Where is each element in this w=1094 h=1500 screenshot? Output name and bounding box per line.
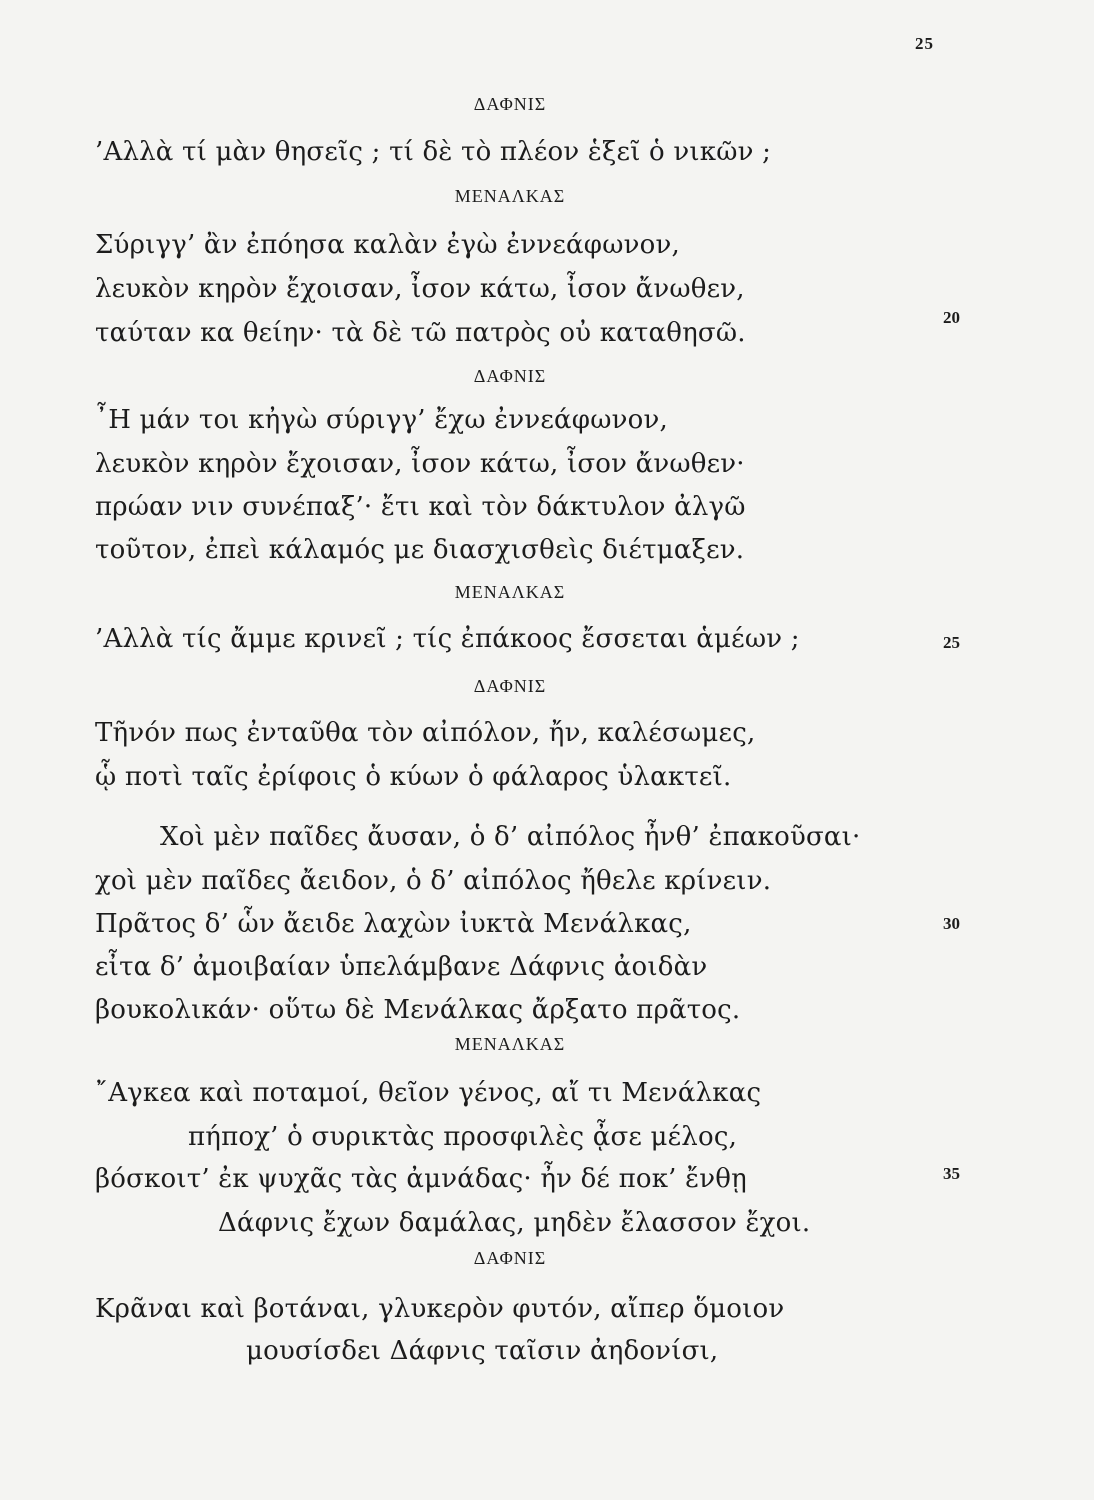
verse-line: λευκὸν κηρὸν ἔχοισαν, ἶσον κάτω, ἶσον ἄνωθεν· [95,449,745,479]
verse-line: Πρᾶτος δ’ ὧν ἄειδε λαχὼν ἰυκτὰ Μενάλκας, [95,909,692,939]
speaker-label: ΔΑΦΝΙΣ [473,366,547,386]
verse-line: βουκολικάν· οὕτω δὲ Μενάλκας ἄρξατο πρᾶτος. [95,995,741,1025]
verse-line: Κρᾶναι καὶ βοτάναι, γλυκερὸν φυτόν, αἴπερ ὅμοιον [95,1294,785,1324]
verse-line: χοὶ μὲν παῖδες ἄειδον, ὁ δ’ αἰπόλος ἤθελε κρίνειν. [95,866,772,896]
verse-line: ῏Η μάν τοι κἠγὼ σύριγγ’ ἔχω ἐννεάφωνον, [95,405,668,435]
verse-line: Δάφνις ἔχων δαμάλας, μηδὲν ἔλασσον ἔχοι. [218,1208,811,1238]
verse-line: μουσίσδει Δάφνις ταῖσιν ἀηδονίσι, [246,1336,719,1366]
verse-line: ’Αλλὰ τίς ἄμμε κρινεῖ ; τίς ἐπάκοος ἔσσεται ἁμέων ; [95,624,800,654]
speaker-label: ΜΕΝΑΛΚΑΣ [454,582,566,602]
speaker-label: ΔΑΦΝΙΣ [473,94,547,114]
verse-line: ᾧ ποτὶ ταῖς ἐρίφοις ὁ κύων ὁ φάλαρος ὑλακτεῖ. [95,762,732,792]
line-number: 35 [943,1164,960,1183]
line-number: 25 [943,633,960,652]
line-number: 20 [943,308,960,327]
verse-line: ῎Αγκεα καὶ ποταμοί, θεῖον γένος, αἴ τι Μενάλκας [95,1078,762,1108]
speaker-label: ΔΑΦΝΙΣ [473,1248,547,1268]
verse-line: Τῆνόν πως ἐνταῦθα τὸν αἰπόλον, ἤν, καλέσωμες, [95,718,756,748]
verse-line: πρώαν νιν συνέπαξ’· ἔτι καὶ τὸν δάκτυλον ἀλγῶ [95,492,746,522]
verse-line: εἶτα δ’ ἀμοιβαίαν ὑπελάμβανε Δάφνις ἀοιδὰν [95,952,708,982]
verse-line: τοῦτον, ἐπεὶ κάλαμός με διασχισθεὶς διέτμαξεν. [95,535,745,565]
verse-line: Σύριγγ’ ἂν ἐπόησα καλὰν ἐγὼ ἐννεάφωνον, [95,230,680,260]
verse-line: βόσκοιτ’ ἐκ ψυχᾶς τὰς ἀμνάδας· ἦν δέ ποκ’ ἔνθῃ [95,1164,747,1194]
speaker-label: ΜΕΝΑΛΚΑΣ [454,1034,566,1054]
page-number: 25 [915,34,934,53]
speaker-label: ΔΑΦΝΙΣ [473,676,547,696]
verse-line: πήποχ’ ὁ συρικτὰς προσφιλὲς ᾆσε μέλος, [188,1122,738,1152]
verse-line: λευκὸν κηρὸν ἔχοισαν, ἶσον κάτω, ἶσον ἄνωθεν, [95,274,745,304]
verse-line: Χοὶ μὲν παῖδες ἄυσαν, ὁ δ’ αἰπόλος ἦνθ’ ἐπακοῦσαι· [160,822,861,852]
line-number: 30 [943,914,960,933]
verse-line: ταύταν κα θείην· τὰ δὲ τῶ πατρὸς οὐ καταθησῶ. [95,318,746,348]
verse-line: ’Αλλὰ τί μὰν θησεῖς ; τί δὲ τὸ πλέον ἑξεῖ ὁ νικῶν ; [95,137,772,167]
speaker-label: ΜΕΝΑΛΚΑΣ [454,186,566,206]
